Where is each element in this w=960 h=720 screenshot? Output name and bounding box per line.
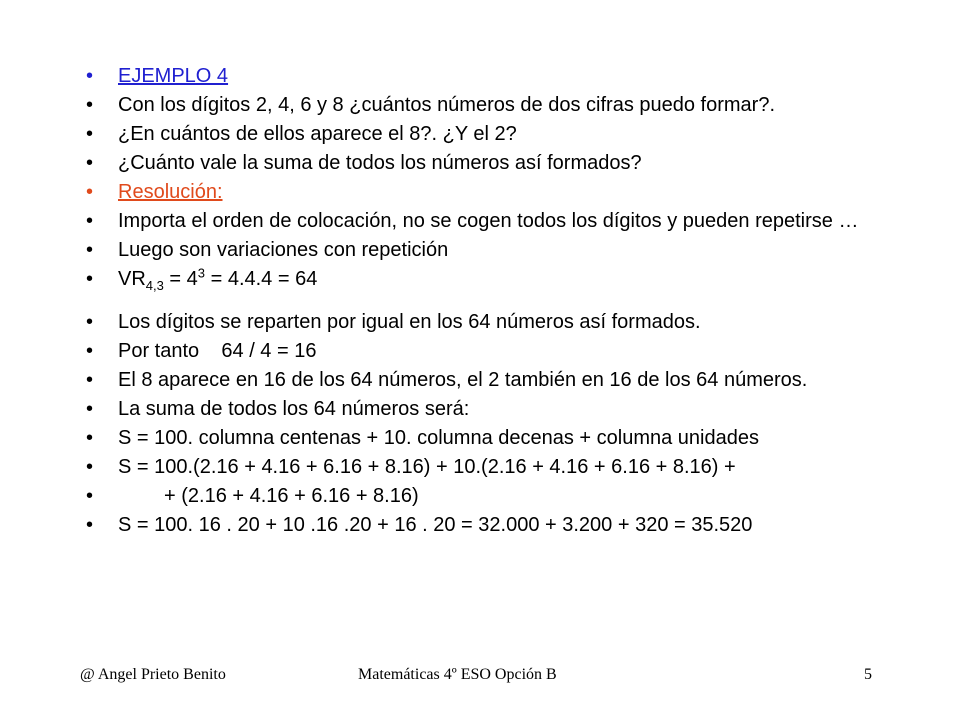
formula-vr-end: = 4.4.4 = 64: [205, 268, 318, 290]
bullet-resolution-4: [86, 341, 886, 362]
bullet-icon: •: [86, 65, 94, 87]
footer-course: Matemáticas 4º ESO Opción B: [358, 666, 557, 683]
bullet-list: [86, 66, 886, 544]
bullet-icon: •: [86, 340, 94, 362]
bullet-icon: •: [86, 369, 94, 391]
resolution-7-text: S = 100. columna centenas + 10. columna decenas + columna unidades: [118, 427, 759, 449]
resolution-2-text: Luego son variaciones con repetición: [118, 239, 449, 261]
formula-vr-base: VR: [118, 268, 146, 290]
bullet-icon: •: [86, 398, 94, 420]
bullet-icon: •: [86, 514, 94, 536]
formula-vr-subscript: 4,3: [145, 278, 164, 293]
resolution-5-text: El 8 aparece en 16 de los 64 números, el 2 también en 16 de los 64 números.: [118, 369, 808, 391]
bullet-icon: •: [86, 210, 94, 232]
bullet-icon: •: [86, 152, 94, 174]
bullet-resolution-8: [86, 457, 886, 478]
question-3-text: ¿Cuánto vale la suma de todos los números así formados?: [118, 152, 642, 174]
bullet-question-1: [86, 95, 886, 116]
footer-author: @ Angel Prieto Benito: [80, 666, 226, 683]
bullet-icon: •: [86, 123, 94, 145]
bullet-question-2: [86, 124, 886, 145]
resolution-4-text: Por tanto 64 / 4 = 16: [118, 340, 317, 362]
formula-vr-mid: = 4: [163, 268, 198, 290]
resolution-9-text: + (2.16 + 4.16 + 6.16 + 8.16): [164, 485, 419, 507]
bullet-resolution-1: [86, 211, 886, 232]
bullet-icon: •: [86, 311, 94, 333]
resolution-heading: Resolución:: [118, 181, 223, 203]
bullet-icon: •: [86, 268, 94, 290]
bullet-resolution-6: [86, 399, 886, 420]
bullet-icon: •: [86, 485, 94, 507]
bullet-icon: •: [86, 456, 94, 478]
bullet-resolution-7: [86, 428, 886, 449]
bullet-question-3: [86, 153, 886, 174]
formula-vr-exponent: 3: [197, 265, 206, 281]
bullet-resolution-9: [86, 486, 886, 507]
formula-vr: [118, 265, 318, 293]
question-2-text: ¿En cuántos de ellos aparece el 8?. ¿Y el 2?: [118, 123, 517, 145]
bullet-resolution: [86, 182, 886, 203]
bullet-resolution-2: [86, 240, 886, 261]
bullet-icon: •: [86, 427, 94, 449]
question-1-text: Con los dígitos 2, 4, 6 y 8 ¿cuántos números de dos cifras puedo formar?.: [118, 94, 776, 116]
bullet-resolution-10: [86, 515, 886, 536]
resolution-6-text: La suma de todos los 64 números será:: [118, 398, 470, 420]
example-heading: EJEMPLO 4: [118, 65, 229, 87]
bullet-heading: [86, 66, 886, 87]
resolution-10-text: S = 100. 16 . 20 + 10 .16 .20 + 16 . 20 = 32.000 + 3.200 + 320 = 35.520: [118, 514, 753, 536]
bullet-icon: •: [86, 239, 94, 261]
resolution-1-text: Importa el orden de colocación, no se cogen todos los dígitos y pueden repetirse …: [118, 210, 859, 232]
resolution-8-text: S = 100.(2.16 + 4.16 + 6.16 + 8.16) + 10.(2.16 + 4.16 + 6.16 + 8.16) +: [118, 456, 736, 478]
resolution-3-text: Los dígitos se reparten por igual en los 64 números así formados.: [118, 311, 701, 333]
bullet-resolution-5: [86, 370, 886, 391]
bullet-resolution-3: [86, 312, 886, 333]
footer-page-number: 5: [864, 666, 872, 683]
bullet-formula-vr: [86, 265, 886, 293]
bullet-icon: •: [86, 94, 94, 116]
bullet-icon: •: [86, 181, 94, 203]
